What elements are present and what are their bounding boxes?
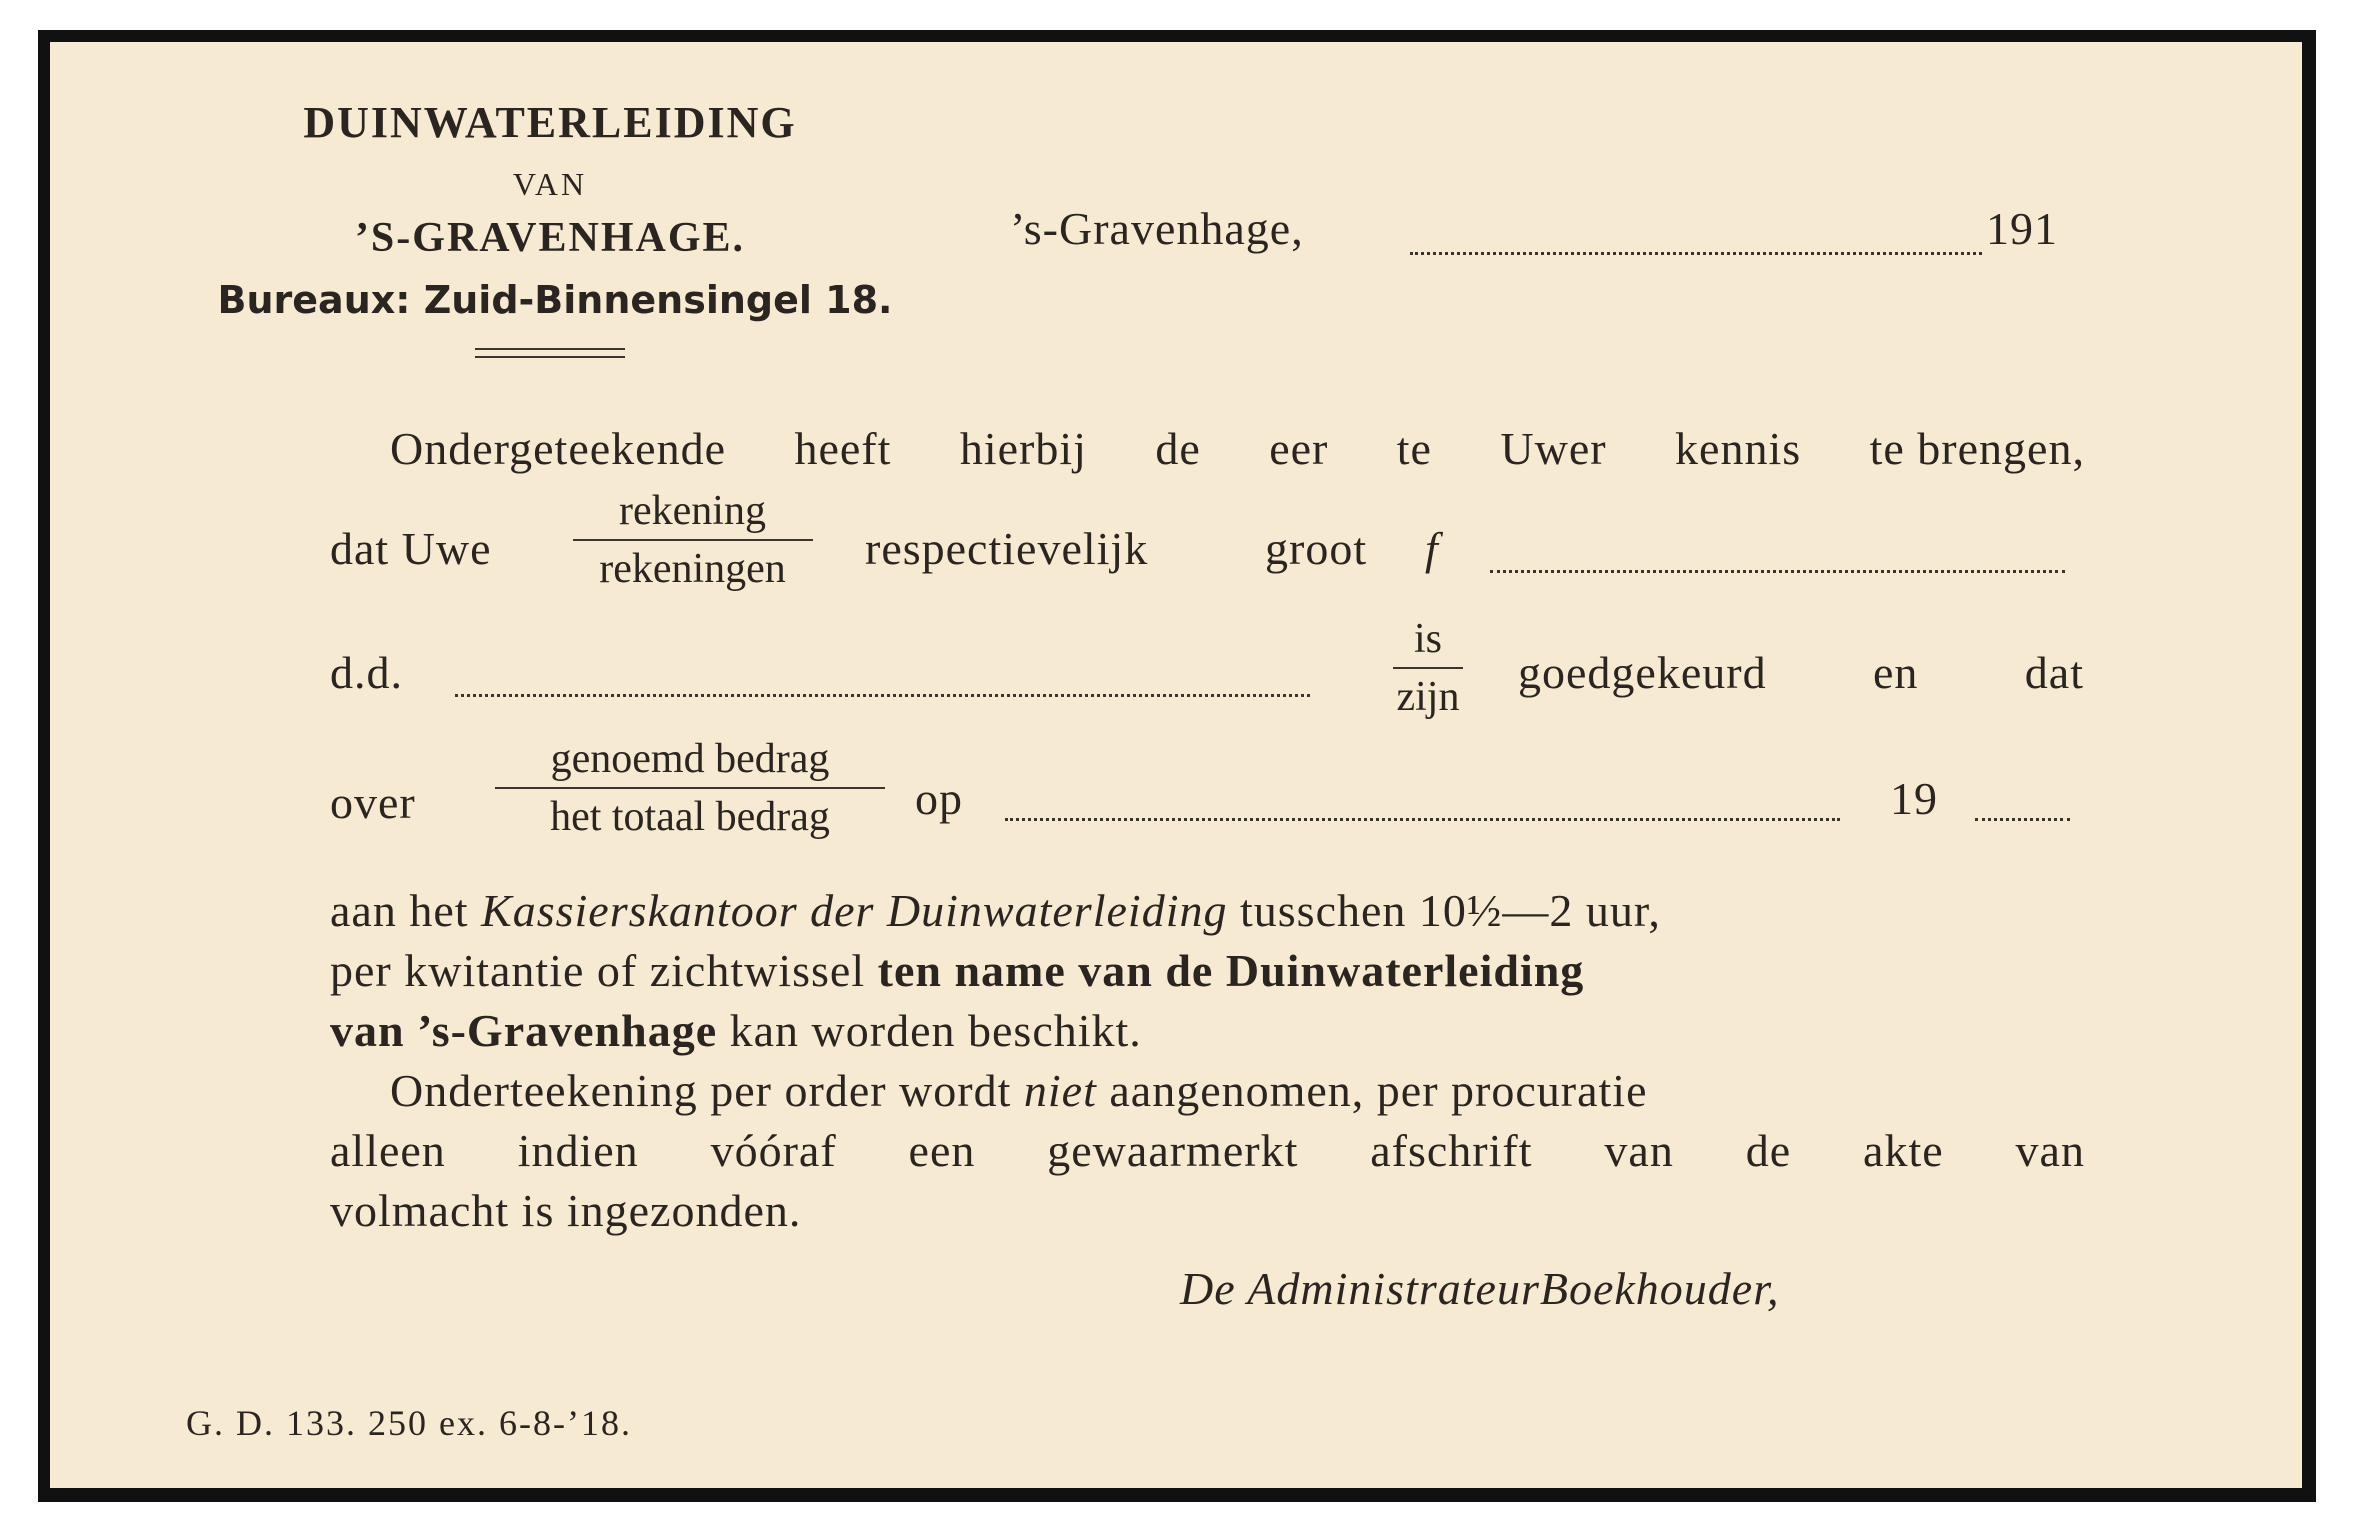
word: van: [1604, 1125, 1674, 1176]
print-code: G. D. 133. 250 ex. 6-8-’18.: [186, 1403, 632, 1443]
fraction-bar: [1393, 667, 1463, 669]
text: per kwitantie of zichtwissel: [330, 945, 866, 996]
company-address: Bureaux: Zuid-Binnensingel 18.: [217, 278, 893, 322]
text: Onderteekening per order wordt: [390, 1065, 1012, 1116]
text: aan het: [330, 885, 469, 936]
header-rule-top: [475, 348, 625, 350]
text-italic: Kassierskantoor der Duinwaterleiding: [481, 885, 1228, 936]
amount-field[interactable]: [1490, 570, 2065, 573]
word: kennis: [1675, 423, 1802, 474]
currency-florin: f: [1425, 523, 1439, 574]
fraction-top: rekening: [619, 488, 766, 534]
word: heeft: [794, 423, 892, 474]
text: aangenomen, per procuratie: [1109, 1065, 1648, 1116]
fraction-bottom: zijn: [1396, 674, 1460, 720]
word: akte: [1863, 1125, 1944, 1176]
word: dat: [2024, 647, 2084, 698]
line4-over: over: [330, 777, 416, 828]
body-line-8: [390, 1064, 2085, 1117]
text-italic: niet: [1023, 1065, 1097, 1116]
word: en: [1872, 647, 1919, 698]
text: tusschen 10½—2 uur,: [1239, 885, 1661, 936]
dd-field[interactable]: [455, 694, 1310, 697]
fraction-is-zijn: [1368, 615, 1488, 721]
op-year-field[interactable]: [1975, 818, 2070, 821]
word: te: [1396, 423, 1432, 474]
year-prefix: 191: [1986, 203, 2058, 254]
word: hierbij: [959, 423, 1087, 474]
word: een: [908, 1125, 976, 1176]
fraction-bar: [573, 539, 813, 541]
word: goedgekeurd: [1518, 647, 1767, 698]
company-city: ’S-GRAVENHAGE.: [354, 215, 746, 261]
fraction-bottom: het totaal bedrag: [550, 794, 830, 840]
company-van: VAN: [512, 166, 588, 202]
fraction-rekening: [565, 487, 820, 593]
fraction-bar: [495, 787, 885, 789]
op-date-field[interactable]: [1005, 818, 1840, 821]
place-label: ’s-Gravenhage,: [1010, 203, 1304, 254]
body-line-1: [390, 422, 2085, 475]
body-line-7: [330, 1004, 1142, 1057]
fraction-bedrag: [470, 735, 910, 841]
header-rule-bottom: [475, 356, 625, 358]
line3-end: [1518, 646, 2084, 699]
body-line-9: [330, 1124, 2085, 1177]
word: te brengen,: [1869, 423, 2085, 474]
body-line-5: [330, 884, 2085, 937]
line4-op: op: [915, 773, 963, 824]
fraction-top: is: [1413, 616, 1442, 662]
text-bold: ten name van de Duinwaterleiding: [877, 945, 1585, 996]
word: van: [2015, 1125, 2085, 1176]
text: kan worden beschikt.: [729, 1005, 1142, 1056]
company-name: DUINWATERLEIDING: [303, 98, 797, 147]
word: indien: [517, 1125, 639, 1176]
body-line-6: [330, 944, 2085, 997]
fraction-bottom: rekeningen: [599, 546, 786, 592]
word: vóóraf: [710, 1125, 837, 1176]
word: gewaarmerkt: [1047, 1125, 1299, 1176]
date-field[interactable]: [1410, 252, 1982, 255]
line3-dd: d.d.: [330, 647, 403, 698]
word: eer: [1269, 423, 1329, 474]
word: afschrift: [1370, 1125, 1533, 1176]
body-line-10: volmacht is ingezonden.: [330, 1185, 802, 1236]
text-bold: van ’s-Gravenhage: [330, 1005, 718, 1056]
signature-line: De AdministrateurBoekhouder,: [1180, 1263, 1780, 1314]
word: alleen: [330, 1125, 446, 1176]
postcard: [50, 42, 2302, 1488]
word: Ondergeteekende: [390, 423, 726, 474]
line2-start: dat Uwe: [330, 523, 492, 574]
line2-mid: respectievelijk: [865, 523, 1149, 574]
word: de: [1745, 1125, 1792, 1176]
word: de: [1155, 423, 1201, 474]
line2-groot: groot: [1265, 523, 1368, 574]
word: Uwer: [1500, 423, 1607, 474]
line4-year: 19: [1890, 773, 1938, 824]
fraction-top: genoemd bedrag: [550, 736, 830, 782]
